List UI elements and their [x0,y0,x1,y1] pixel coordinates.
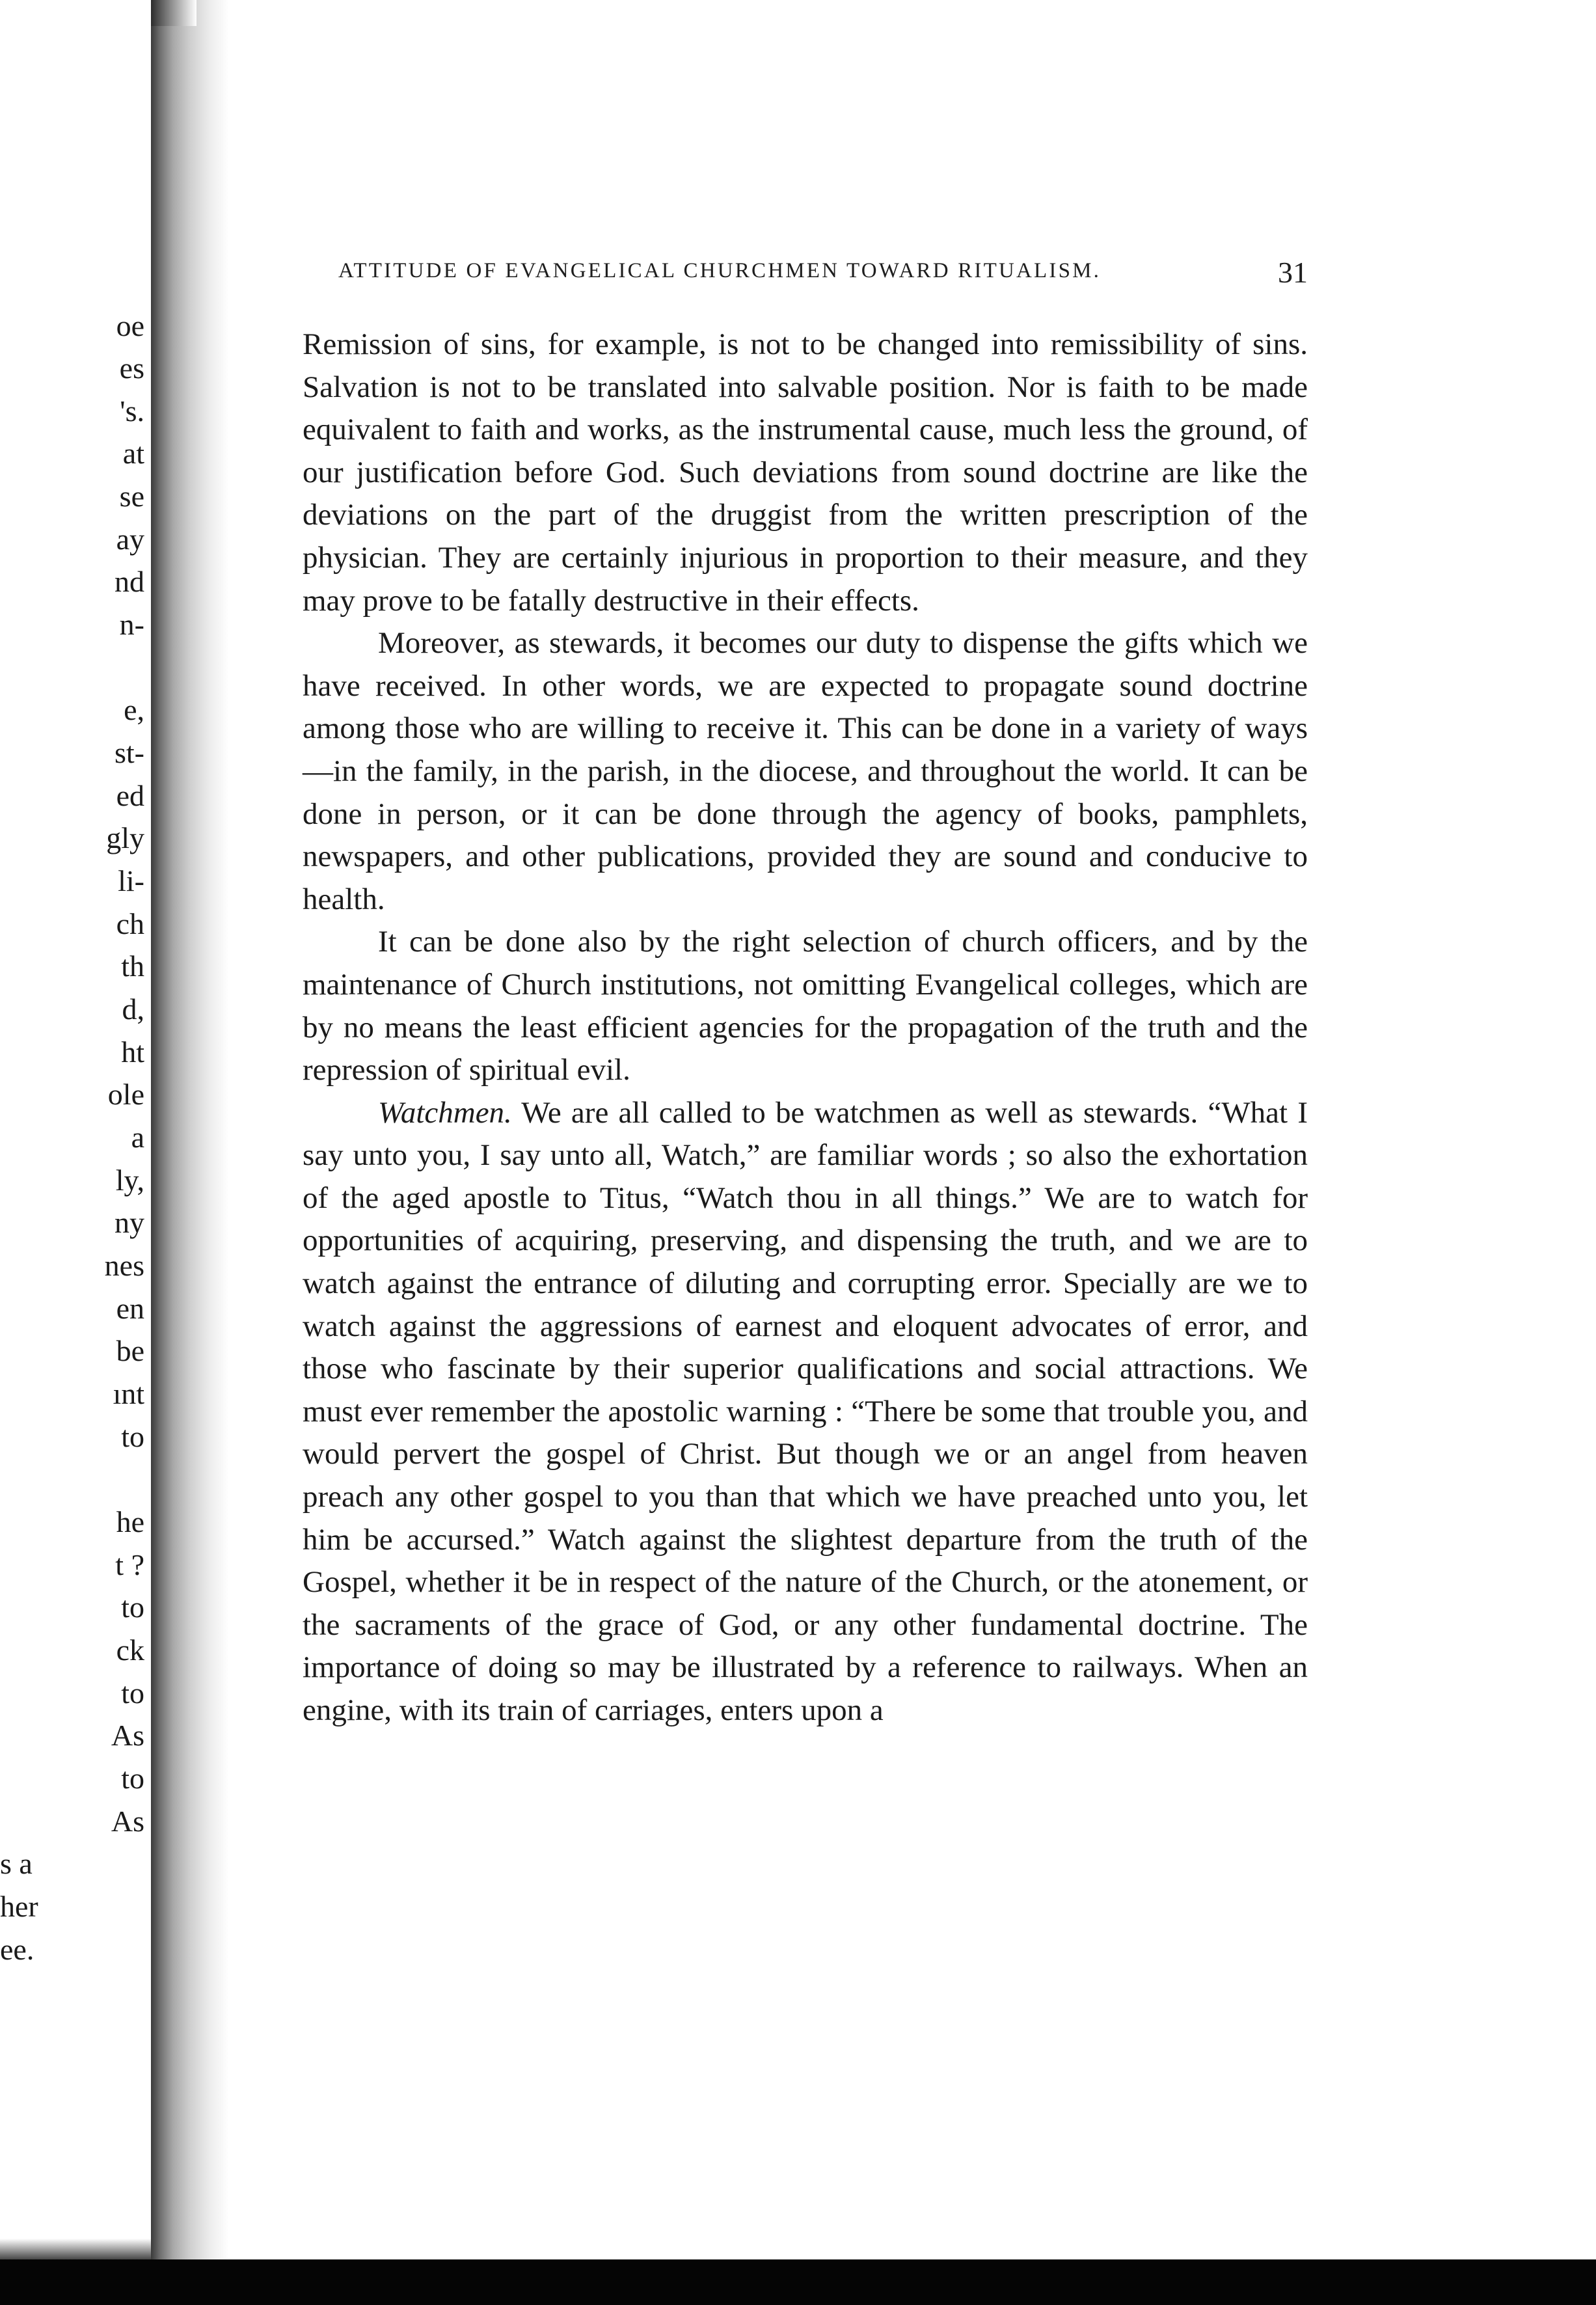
facing-page-line: st- [115,736,144,769]
facing-page-line: th [121,949,144,983]
facing-page-line: to [121,1676,144,1710]
facing-page-line: As [111,1805,144,1838]
facing-page-line: se [119,480,144,513]
facing-page-line: As [111,1719,144,1752]
facing-page-line: n- [119,608,144,641]
facing-page-line: to [121,1590,144,1624]
facing-page-line: ay [116,523,144,556]
page-gutter-shadow [151,0,229,2305]
facing-page-line: ınt [113,1377,144,1410]
scan-bottom-edge [0,2259,1596,2305]
facing-page-line: ht [121,1035,144,1069]
facing-page-line: nes [104,1249,144,1282]
paragraph-text: We are all called to be watchmen as well as stewards. “What I say unto you, I say unto all, Watch,” are familiar words ; so also the exhortation of the aged apostle to Titus, “Watch thou in all things.” We are to watch for opportunities of acquiring, preserving, and dispensing the truth, and we are to watch against the entrance of diluting and corrupting error. Specially are we to watch against the aggressions of earnest and eloquent advocates of error, and those who fascinate by their superior qualifications and social attractions. We must ever remember the apostolic warning : “There be some that trouble you, and would pervert the gospel of Christ. But though we or an angel from heaven preach any other gospel to you than that which we have preached unto you, let him be accursed.” Watch against the slightest departure from the truth of the Gospel, whether it be in respect of the nature of the Church, or the atonement, or the sacraments of the grace of God, or any other fundamental doctrine. The importance of doing so may be illustrated by a reference to railways. When an engine, with its train of carriages, enters upon a [303,1095,1308,1727]
running-head [338,256,1308,298]
facing-page-line: en [116,1292,144,1325]
facing-page-line: e, [124,693,144,726]
paragraph: Moreover, as stewards, it becomes our duty to dispense the gifts which we have received. In other words, we are expected to propagate sound doctrine among those who are willing to receive it. This can be done in a variety of ways—in the family, in the parish, in the diocese, and throughout the world. It can be done in person, or it can be done through the agency of books, pamphlets, newspapers, and other publications, provided they are sound and conducive to health. [303,626,1308,916]
facing-page-line: ck [116,1633,144,1667]
facing-page-line: to [121,1420,144,1453]
facing-page-line: es [119,351,144,385]
facing-page-line: be [116,1334,144,1367]
facing-page-line: to [121,1762,144,1795]
facing-page-line: ed [116,779,144,812]
facing-page-line: her [0,1890,38,1923]
facing-page-line: li- [118,864,144,897]
facing-page-line: gly [106,821,144,854]
body-text [303,323,1308,1732]
paragraph: It can be done also by the right selection of church officers, and by the maintenance of Church institutions, not omitting Evangelical colleges, which are by no means the least efficient agencies for the propagation of the truth and the repression of spiritual evil. [303,925,1308,1087]
paragraph [303,1092,1308,1732]
facing-page-line: he [116,1505,144,1538]
paragraph: Remission of sins, for example, is not to be changed into remissibility of sins. Salvation is not to be translated into salvable position. Nor is faith to be made equivalent to faith and works, as the instrumental cause, much less the ground, of our justification before God. Such deviations from sound doctrine are like the deviations on the part of the druggist from the written prescription of the physician. They are certainly injurious in proportion to their measure, and they may prove to be fatally destructive in their effects. [303,327,1308,618]
facing-page-line: at [122,437,144,470]
facing-page-fragment [0,0,151,2305]
facing-page-line: s a [0,1847,33,1880]
facing-page-line: oe [116,309,144,342]
facing-page-line: ee. [0,1933,34,1966]
facing-page-line: 's. [120,394,144,428]
facing-page-line: t ? [115,1548,144,1581]
facing-page-line: ch [116,907,144,940]
page-number: 31 [1278,256,1308,289]
facing-page-line: ly, [115,1164,144,1197]
facing-page-line: nd [115,565,144,598]
facing-page-line: ole [107,1078,144,1111]
running-title: ATTITUDE OF EVANGELICAL CHURCHMEN TOWARD RITUALISM. [338,259,1102,282]
facing-page-line: ny [115,1206,144,1239]
gutter-top-shadow [151,0,196,26]
facing-page-line: a [131,1121,144,1154]
section-heading-watchmen: Watchmen. [378,1095,512,1130]
facing-page-line: d, [122,992,144,1026]
